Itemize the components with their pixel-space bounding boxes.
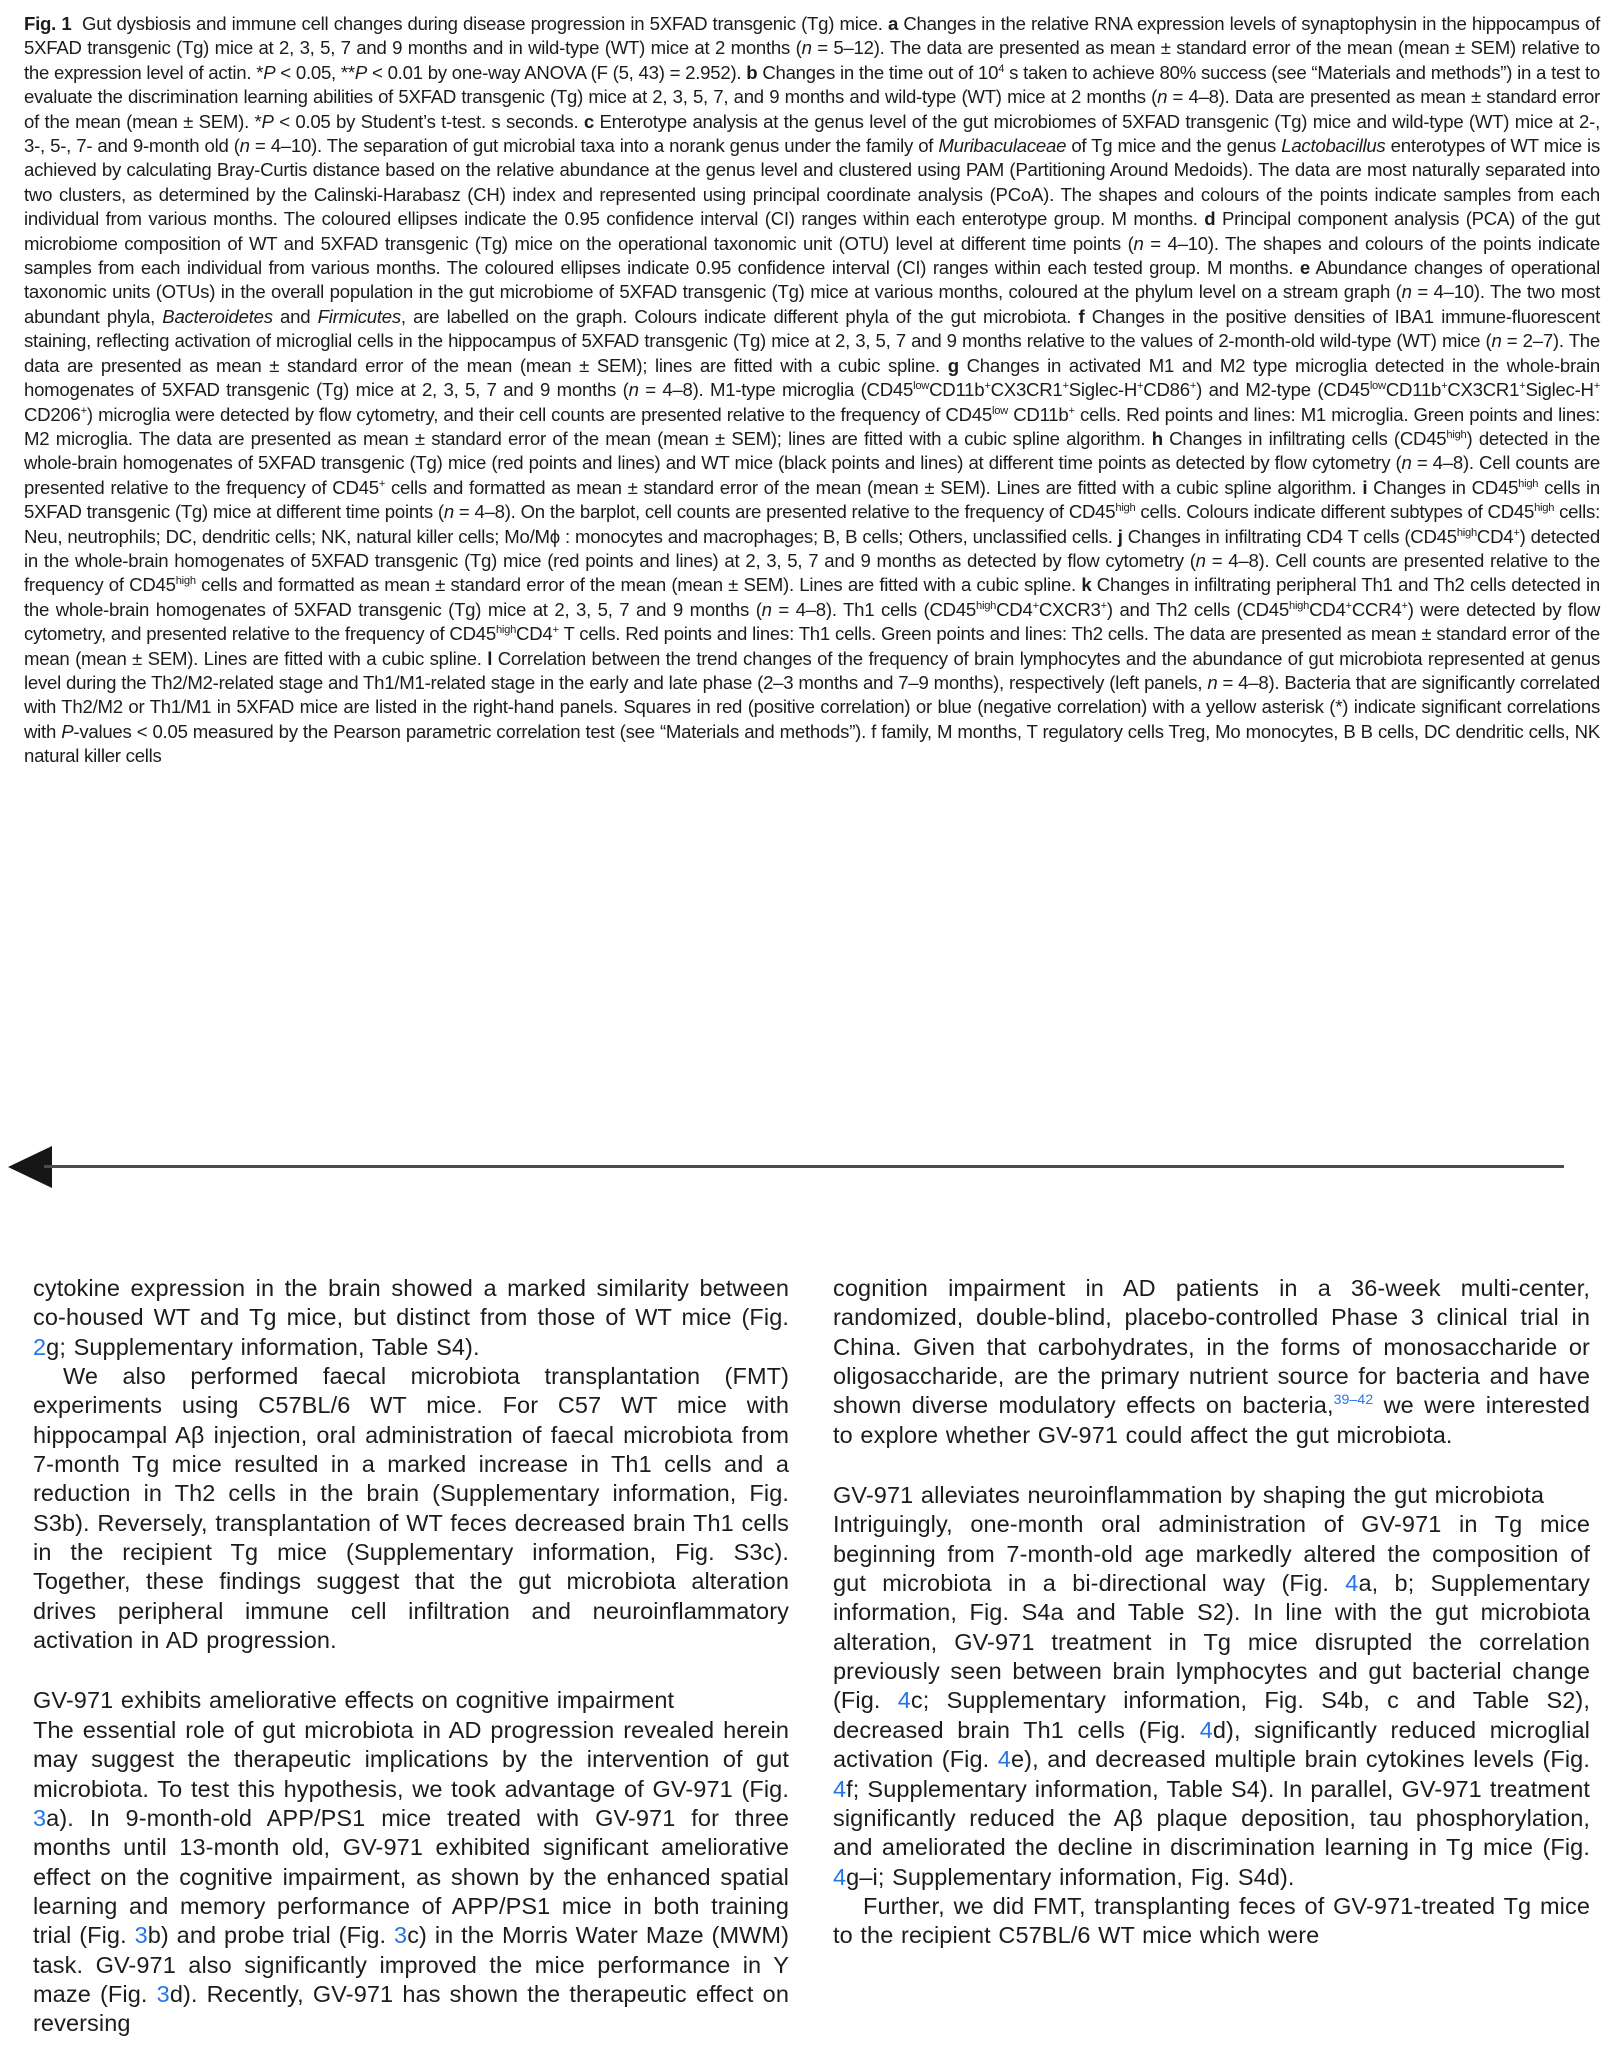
citation-ref-link[interactable]: 39–42 <box>1333 1391 1374 1408</box>
figure-ref-link[interactable]: 2 <box>33 1333 47 1360</box>
paragraph: Intriguingly, one-month oral administration of GV-971 in Tg mice beginning from 7-month-old age markedly altered the composition of gut microbiota in a bi-directional way (Fig. 4a, b; Supplementary information, Fig. S4a and Table S2). In line with the gut microbiota alteration, GV-971 treatment in Tg mice disrupted the correlation previously seen between brain lymphocytes and gut bacterial change (Fig. 4c; Supplementary information, Fig. S4b, c and Table S2), decreased brain Th1 cells (Fig. 4d), significantly reduced microglial activation (Fig. 4e), and decreased multiple brain cytokines levels (Fig. 4f; Supplementary information, Table S4). In parallel, GV-971 treatment significantly reduced the Aβ plaque deposition, tau phosphorylation, and ameliorated the decline in discrimination learning in Tg mice (Fig. 4g–i; Supplementary information, Fig. S4d). <box>833 1511 1591 1890</box>
figure-ref-link[interactable]: 4 <box>833 1863 847 1890</box>
figure-1-caption: Fig. 1 Gut dysbiosis and immune cell changes during disease progression in 5XFAD transgenic (Tg) mice. a Changes in the relative RNA expression levels of synaptophysin in the hippocampus of 5XFAD transgenic (Tg) mice at 2, 3, 5, 7 and 9 months and in wild-type (WT) mice at 2 months (n = 5–12). The data are presented as mean ± standard error of the mean (mean ± SEM) relative to the expression level of actin. *P < 0.05, **P < 0.01 by one-way ANOVA (F (5, 43) = 2.952). b Changes in the time out of $10^4$ s taken to achieve 80% success (see “Materials and methods”) in a test to evaluate the discrimination learning abilities of 5XFAD transgenic (Tg) mice at 2, 3, 5, 7, and 9 months and wild-type (WT) mice at 2 months (n = 4–8). Data are presented as mean ± standard error of the mean (mean ± SEM). *P < 0.05 by Student’s t-test. s seconds. c Enterotype analysis at the genus level of the gut microbiomes of 5XFAD transgenic (Tg) mice and wild-type (WT) mice at 2-, 3-, 5-, 7- and 9-month old (n = 4–10). The separation of gut microbial taxa into a norank genus under the family of Muribaculaceae of Tg mice and the genus Lactobacillus enterotypes of WT mice is achieved by calculating Bray-Curtis distance based on the relative abundance at the genus level and clustered using PAM (Partitioning Around Medoids). The data are most naturally separated into two clusters, as determined by the Calinski-Harabasz (CH) index and represented using principal coordinate analysis (PCoA). The shapes and colours of the points indicate samples from each individual from various months. The coloured ellipses indicate the 0.95 confidence interval (CI) ranges within each enterotype group. M months. d Principal component analysis (PCA) of the gut microbiome composition of WT and 5XFAD transgenic (Tg) mice on the operational taxonomic unit (OTU) level at different time points (n = 4–10). The shapes and colours of the points indicate samples from each individual from various months. The coloured ellipses indicate 0.95 confidence interval (CI) ranges within each tested group. M months. e Abundance changes of operational taxonomic units (OTUs) in the overall population in the gut microbiome of 5XFAD transgenic (Tg) mice at various months, coloured at the phylum level on a stream graph (n = 4–10). The two most abundant phyla, Bacteroidetes and Firmicutes, are labelled on the graph. Colours indicate different phyla of the gut microbiota. f Changes in the positive densities of IBA1 immune-fluorescent staining, reflecting activation of microglial cells in the hippocampus of 5XFAD transgenic (Tg) mice at 2, 3, 5, 7 and 9 months relative to the values of 2-month-old wild-type (WT) mice (n = 2–7). The data are presented as mean ± standard error of the mean (mean ± SEM); lines are fitted with a cubic spline. g Changes in activated M1 and M2 type microglia detected in the whole-brain homogenates of 5XFAD transgenic (Tg) mice at 2, 3, 5, 7 and 9 months (n = 4–8). M1-type microglia $(CD45^{low}CD11b^+CX3CR1^+Siglec-H^+CD86^+)$ and M2-type ($CD45^{low}CD11b^+CX3CR1^+Siglec-H^+$ CD206+) microglia were detected by flow cytometry, and their cell counts are presented relative to the frequency of $CD45^{low}$ CD11b+ cells. Red points and lines: M1 microglia. Green points and lines: M2 microglia. The data are presented as mean ± standard error of the mean (mean ± SEM); lines are fitted with a cubic spline algorithm. h Changes in infiltrating cells $(CD45^{high})$ detected in the whole-brain homogenates of 5XFAD transgenic (Tg) mice (red points and lines) and WT mice (black points and lines) at different time points as detected by flow cytometry (n = 4–8). Cell counts are presented relative to the frequency of CD45+ cells and formatted as mean ± standard error of the mean (mean ± SEM). Lines are fitted with a cubic spline algorithm. i Changes in $CD45^{high}$ cells in 5XFAD transgenic (Tg) mice at different time points (n = 4–8). On the barplot, cell counts are presented relative to the frequency of $CD45^{high}$ cells. Colours indicate different subtypes of $CD45^{high}$ cells: Neu, neutrophils; DC, dendritic cells; NK, natural killer cells; Mo/Mϕ : monocytes and macrophages; B, B cells; Others, unclassified cells. j Changes in infiltrating CD4 T cells $(CD45^{high}CD4^+)$ detected in the whole-brain homogenates of 5XFAD transgenic (Tg) mice (red points and lines) at 2, 3, 5, 7 and 9 months as detected by flow cytometry (n = 4–8). Cell counts are presented relative to the frequency of $CD45^{high}$ cells and formatted as mean ± standard error of the mean (mean ± SEM). Lines are fitted with a cubic spline. k Changes in infiltrating peripheral Th1 and Th2 cells detected in the whole-brain homogenates of 5XFAD transgenic (Tg) mice at 2, 3, 5, 7 and 9 months (n = 4–8). Th1 cells $(CD45^{high}CD4^+CXCR3^+)$ and Th2 cells $(CD45^{high}CD4^+CCR4^+)$ were detected by flow cytometry, and presented relative to the frequency of $CD45^{high}CD4^+$ T cells. Red points and lines: Th1 cells. Green points and lines: Th2 cells. The data are presented as mean ± standard error of the mean (mean ± SEM). Lines are fitted with a cubic spline. l Correlation between the trend changes of the frequency of brain lymphocytes and the abundance of gut microbiota represented at genus level during the Th2/M2-related stage and Th1/M1-related stage in the early and late phase (2–3 months and 7–9 months), respectively (left panels, n = 4–8). Bacteria that are significantly correlated with Th2/M2 or Th1/M1 in 5XFAD mice are listed in the right-hand panels. Squares in red (positive correlation) or blue (negative correlation) with a yellow asterisk (*) indicate significant correlations with P-values < 0.05 measured by the Pearson parametric correlation test (see “Materials and methods”). f family, M months, T regulatory cells Treg, Mo monocytes, B B cells, DC dendritic cells, NK natural killer cells <box>24 13 1601 767</box>
figure-ref-link[interactable]: 3 <box>33 1804 47 1831</box>
paragraph: We also performed faecal microbiota transplantation (FMT) experiments using C57BL/6 WT mice. For C57 WT mice with hippocampal Aβ injection, oral administration of faecal microbiota from 7-month Tg mice resulted in a marked increase in Th1 cells and a reduction in Th2 cells in the brain (Supplementary information, Fig. S3b). Reversely, transplantation of WT feces decreased brain Th1 cells in the recipient Tg mice (Supplementary information, Fig. S3c). Together, these findings suggest that the gut microbiota alteration drives peripheral immune cell infiltration and neuroinflammatory activation in AD progression. <box>33 1363 789 1654</box>
figure-ref-link[interactable]: 4 <box>1199 1716 1213 1743</box>
figure-ref-link[interactable]: 4 <box>1345 1570 1359 1597</box>
paragraph: cognition impairment in AD patients in a 36-week multi-center, randomized, double-blind, placebo-controlled Phase 3 clinical trial in China. Given that carbohydrates, in the forms of monosaccharide or oligosaccharide, are the primary nutrient source for bacteria and have shown diverse modulatory effects on bacteria,$^{39-42}$ we were interested to explore whether GV-971 could affect the gut microbiota. <box>833 1275 1590 1448</box>
figure-ref-link[interactable]: 4 <box>833 1775 847 1802</box>
section-heading: GV-971 exhibits ameliorative effects on cognitive impairment <box>33 1687 675 1714</box>
body-column-right <box>833 1274 1590 1951</box>
figure-ref-link[interactable]: 3 <box>394 1922 408 1949</box>
caption-continuation-divider <box>8 1146 1564 1188</box>
paragraph: cytokine expression in the brain showed a marked similarity between co-housed WT and Tg mice, but distinct from those of WT mice (Fig. 2g; Supplementary information, Table S4). <box>33 1275 789 1360</box>
figure-ref-link[interactable]: 4 <box>897 1687 911 1714</box>
figure-ref-link[interactable]: 3 <box>134 1922 148 1949</box>
figure-ref-link[interactable]: 3 <box>156 1980 170 2007</box>
body-column-left <box>33 1274 789 2039</box>
figure-ref-link[interactable]: 4 <box>997 1746 1011 1773</box>
section-heading: GV-971 alleviates neuroinflammation by shaping the gut microbiota <box>833 1482 1545 1509</box>
paragraph: The essential role of gut microbiota in AD progression revealed herein may suggest the therapeutic implications by the intervention of gut microbiota. To test this hypothesis, we took advantage of GV-971 (Fig. 3a). In 9-month-old APP/PS1 mice treated with GV-971 for three months until 13-month old, GV-971 exhibited significant ameliorative effect on the cognitive impairment, as shown by the enhanced spatial learning and memory performance of APP/PS1 mice in both training trial (Fig. 3b) and probe trial (Fig. 3c) in the Morris Water Maze (MWM) task. GV-971 also significantly improved the mice performance in Y maze (Fig. 3d). Recently, GV-971 has shown the therapeutic effect on reversing <box>33 1716 790 2037</box>
divider-rule <box>44 1165 1564 1168</box>
paragraph: Further, we did FMT, transplanting feces of GV-971-treated Tg mice to the recipient C57BL/6 WT mice which were <box>833 1892 1590 1949</box>
